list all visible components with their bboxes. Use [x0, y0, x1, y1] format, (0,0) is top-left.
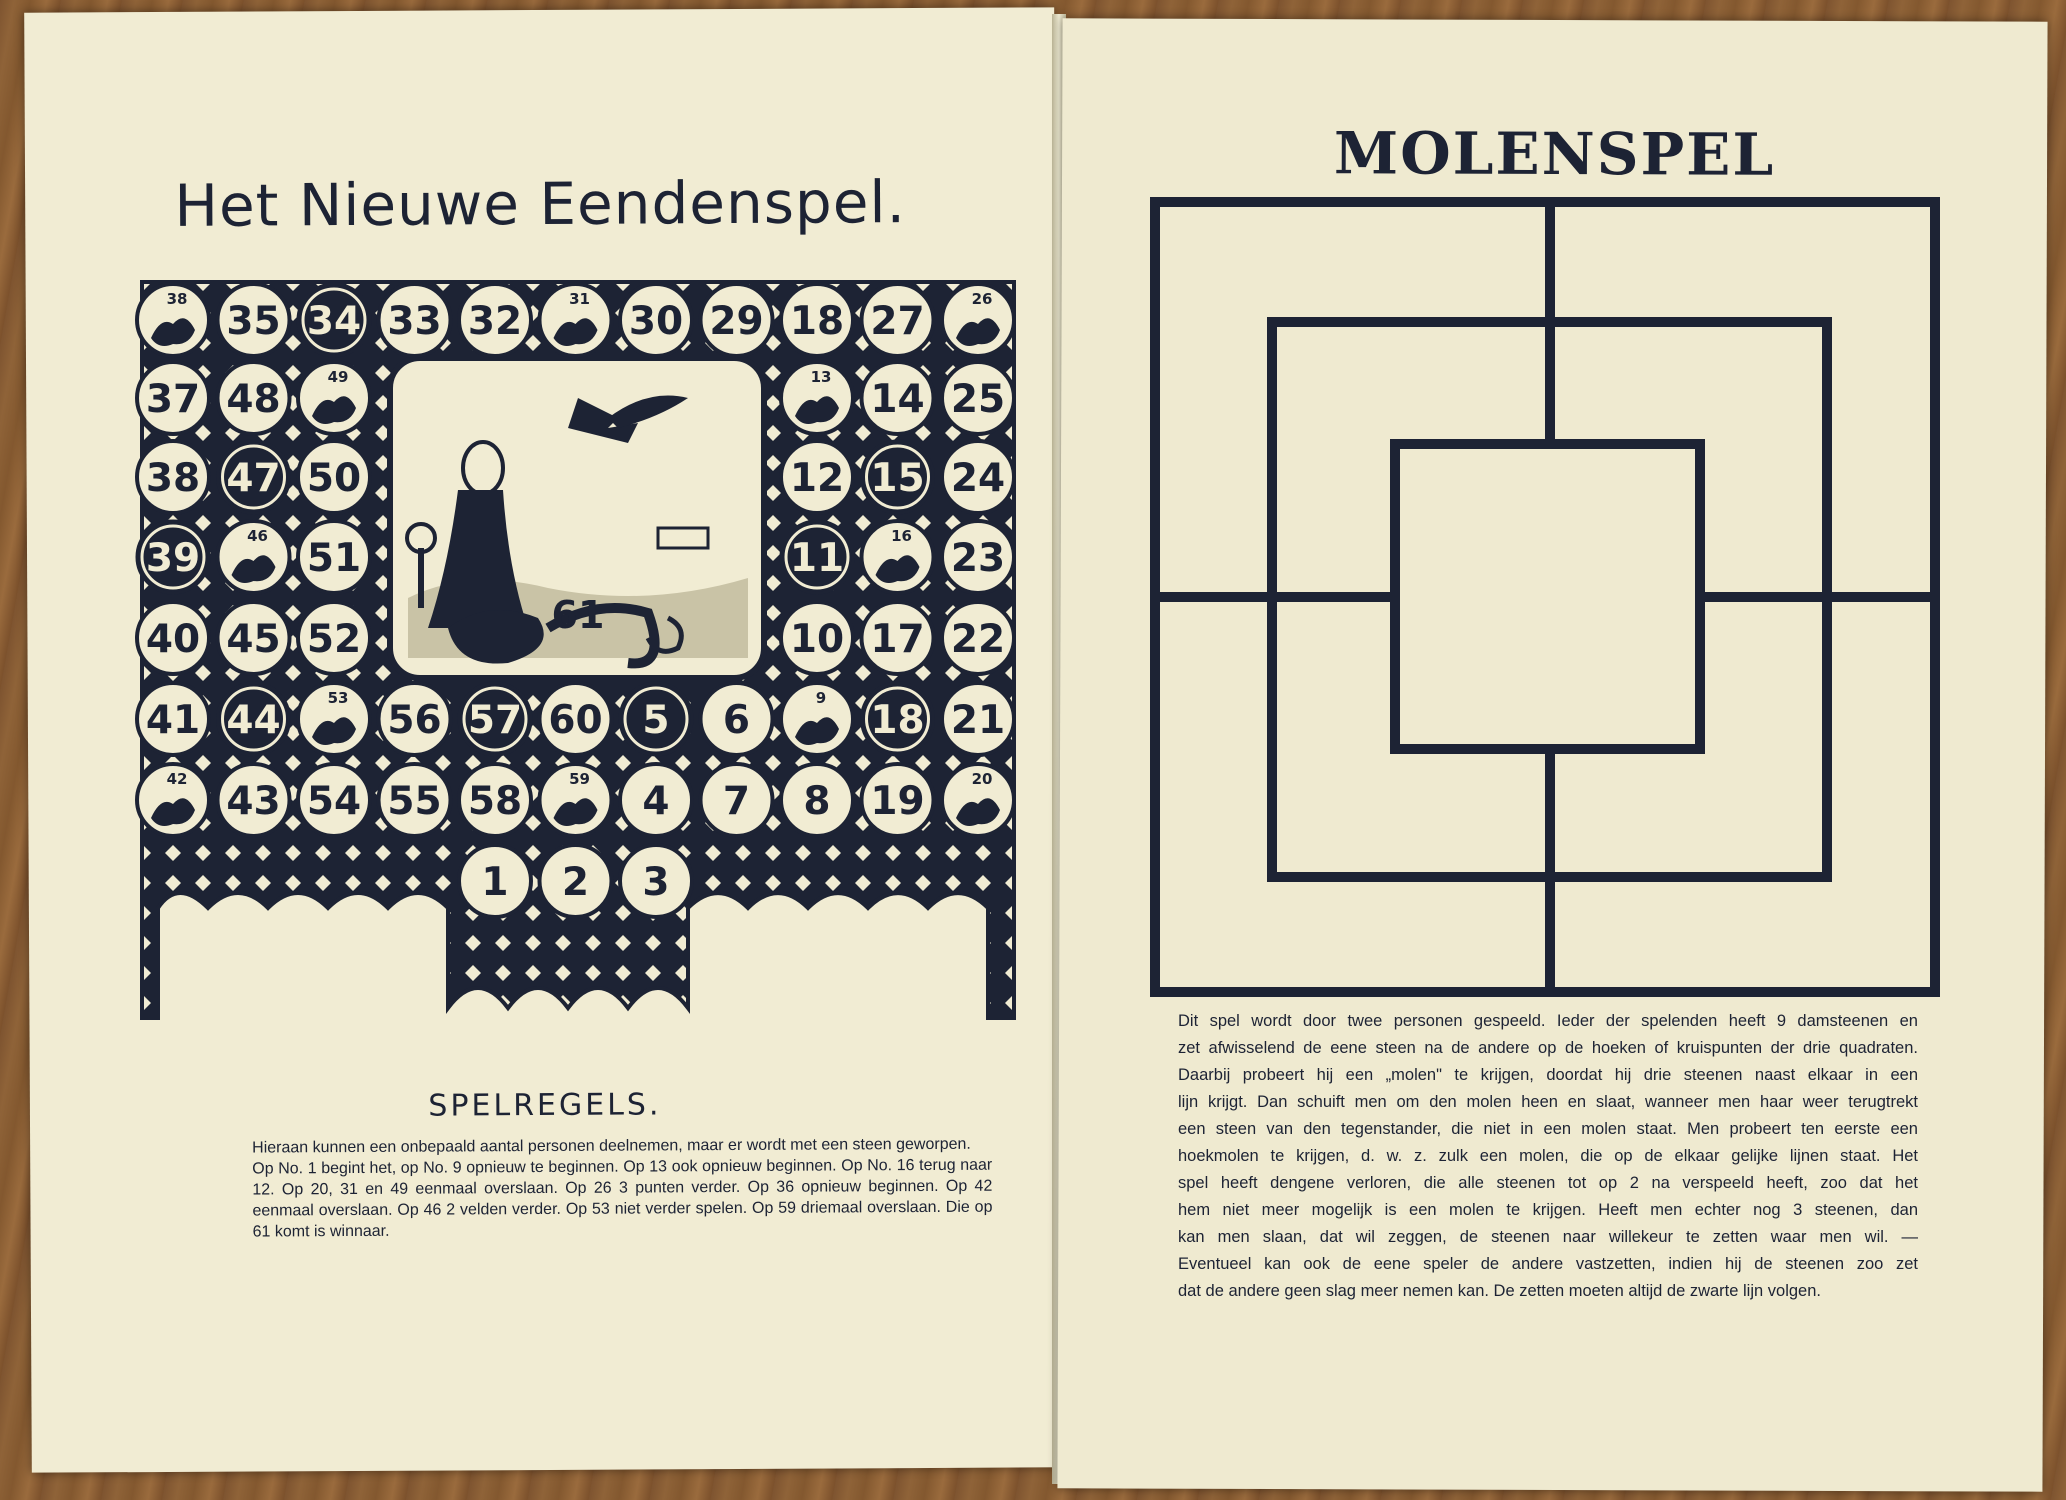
mill-rules-line: dat de andere geen slag meer nemen kan. De zetten moeten altijd de zwarte lijn volgen. — [1178, 1282, 1821, 1300]
board-square-number: 7 — [722, 779, 751, 824]
board-square-number: 19 — [870, 779, 925, 824]
board-square-number: 59 — [569, 770, 590, 788]
duck-game-rules — [252, 1134, 993, 1243]
mill-game-board — [1150, 197, 1940, 997]
board-square-number: 4 — [642, 779, 670, 824]
board-square-number: 57 — [467, 698, 523, 743]
board-square-number: 44 — [226, 698, 281, 743]
mill-inner-square — [1395, 444, 1700, 749]
mill-rules-line: een steen van den tegenstander, die niet in een molen staat. Men probeert ten eerste een — [1178, 1120, 1918, 1138]
board-square-number: 25 — [950, 377, 1006, 422]
board-square-number: 42 — [166, 770, 188, 788]
board-square-number: 16 — [891, 527, 912, 545]
board-square-number: 31 — [569, 290, 590, 308]
mill-rules-line: Dit spel wordt door twee personen gespeeld. Ieder der spelenden heeft 9 damsteenen en — [1178, 1012, 1918, 1030]
board-square-number: 49 — [327, 368, 349, 386]
board-square-number: 41 — [145, 698, 201, 743]
board-square-number: 58 — [467, 779, 523, 824]
board-square-number: 22 — [950, 617, 1006, 662]
rules-paragraph-1: Hieraan kunnen een onbepaald aantal personen deelnemen, maar er wordt met een steen geworpen. — [252, 1135, 971, 1157]
board-square-number: 9 — [815, 689, 827, 707]
board-square-number: 30 — [628, 299, 684, 344]
mill-rules-line: zet afwisselend de eene steen na de andere op de hoeken of kruispunten der drie quadraten. — [1178, 1039, 1918, 1057]
mill-game-rules — [1178, 1008, 1918, 1305]
board-square-number: 60 — [548, 698, 603, 743]
board-square-number: 1 — [481, 860, 509, 905]
board-square-number: 20 — [971, 770, 993, 788]
board-square-number: 21 — [950, 698, 1006, 743]
board-square-number: 55 — [387, 779, 442, 824]
board-square-number: 54 — [306, 779, 362, 824]
board-square-number: 26 — [971, 290, 993, 308]
board-square-number: 51 — [306, 536, 362, 581]
board-square-number: 53 — [327, 689, 349, 707]
board-square-number: 12 — [789, 456, 845, 501]
board-square-number: 35 — [226, 299, 281, 344]
duck-game-board — [128, 268, 1028, 1058]
mill-game-title: MOLENSPEL — [1333, 119, 1776, 189]
board-square-number: 3 — [642, 860, 670, 905]
board-square-number: 14 — [870, 377, 925, 422]
rules-paragraph-2: Op No. 1 begint het, op No. 9 opnieuw te beginnen. Op 13 ook opnieuw beginnen. Op No. 16 terug naar 12. Op 20, 31 en 49 eenmaal overslaan. Op 26 3 punten verder. Op 36 opnieuw beginnen. Op 42 eenmaal overslaan. Op 46 2 velden verder. Op 53 niet verder spelen. Op 59 driemaal overslaan. Die op 61 komt is winnaar. — [252, 1156, 993, 1241]
mill-rules-line: Daarbij probeert hij een „molen" te krijgen, doordat hij drie steenen naast elkaar in een — [1178, 1066, 1918, 1084]
board-square-number: 45 — [226, 617, 281, 662]
mill-rules-line: kan men slaan, dat wil zeggen, de steenen naar willekeur te zetten waar men wil. — — [1178, 1228, 1918, 1246]
board-square-number: 17 — [870, 617, 925, 662]
board-square-number: 34 — [306, 299, 362, 344]
board-square-number: 38 — [166, 290, 188, 308]
board-square-number: 37 — [145, 377, 201, 422]
board-square-number: 50 — [306, 456, 362, 501]
mill-rules-line: Eventueel kan ook de eene speler de andere vastzetten, indien hij de steenen zoo zet — [1178, 1255, 1918, 1273]
board-square-number: 8 — [803, 779, 831, 824]
board-square-number: 39 — [145, 536, 201, 581]
board-square-number: 52 — [306, 617, 362, 662]
board-square-number: 15 — [870, 456, 925, 501]
board-square-number: 23 — [950, 536, 1006, 581]
board-square-number: 46 — [247, 527, 268, 545]
board-square-number: 18 — [789, 299, 845, 344]
mill-rules-line: hem niet meer mogelijk is een molen te krijgen. Heeft men echter nog 3 steenen, dan — [1178, 1201, 1918, 1219]
board-square-number: 5 — [642, 698, 670, 743]
duck-game-title: Het Nieuwe Eendenspel. — [174, 168, 907, 240]
board-square-number: 2 — [561, 860, 590, 905]
board-square-number: 43 — [226, 779, 281, 824]
board-square-number: 11 — [789, 536, 845, 581]
board-square-number: 40 — [145, 617, 201, 662]
board-square-number: 24 — [950, 456, 1006, 501]
board-square-number: 56 — [387, 698, 442, 743]
board-square-number: 38 — [145, 456, 201, 501]
board-square-number: 10 — [789, 617, 845, 662]
board-square-number: 47 — [226, 456, 281, 501]
board-square-number: 6 — [722, 698, 751, 743]
mill-rules-line: hoekmolen te krijgen, d. w. z. zulk een molen, die op de elkaar gelijke lijnen staat. Het — [1178, 1147, 1918, 1165]
board-square-number: 61 — [551, 593, 605, 637]
board-square-number: 18 — [870, 698, 925, 743]
mill-rules-line: lijn krijgt. Dan schuift men om den molen heen en slaat, wanneer men haar weer terugtrekt — [1178, 1093, 1918, 1111]
board-square-number: 27 — [870, 299, 925, 344]
rules-heading: SPELREGELS. — [428, 1087, 662, 1124]
board-square-number: 32 — [467, 299, 523, 344]
board-square-number: 33 — [387, 299, 442, 344]
board-square-number: 13 — [810, 368, 832, 386]
board-square-number: 48 — [226, 377, 281, 422]
board-square-number: 29 — [709, 299, 764, 344]
mill-rules-line: spel heeft dengene verloren, die alle steenen tot op 2 na verspeeld heeft, zoo dat het — [1178, 1174, 1918, 1192]
